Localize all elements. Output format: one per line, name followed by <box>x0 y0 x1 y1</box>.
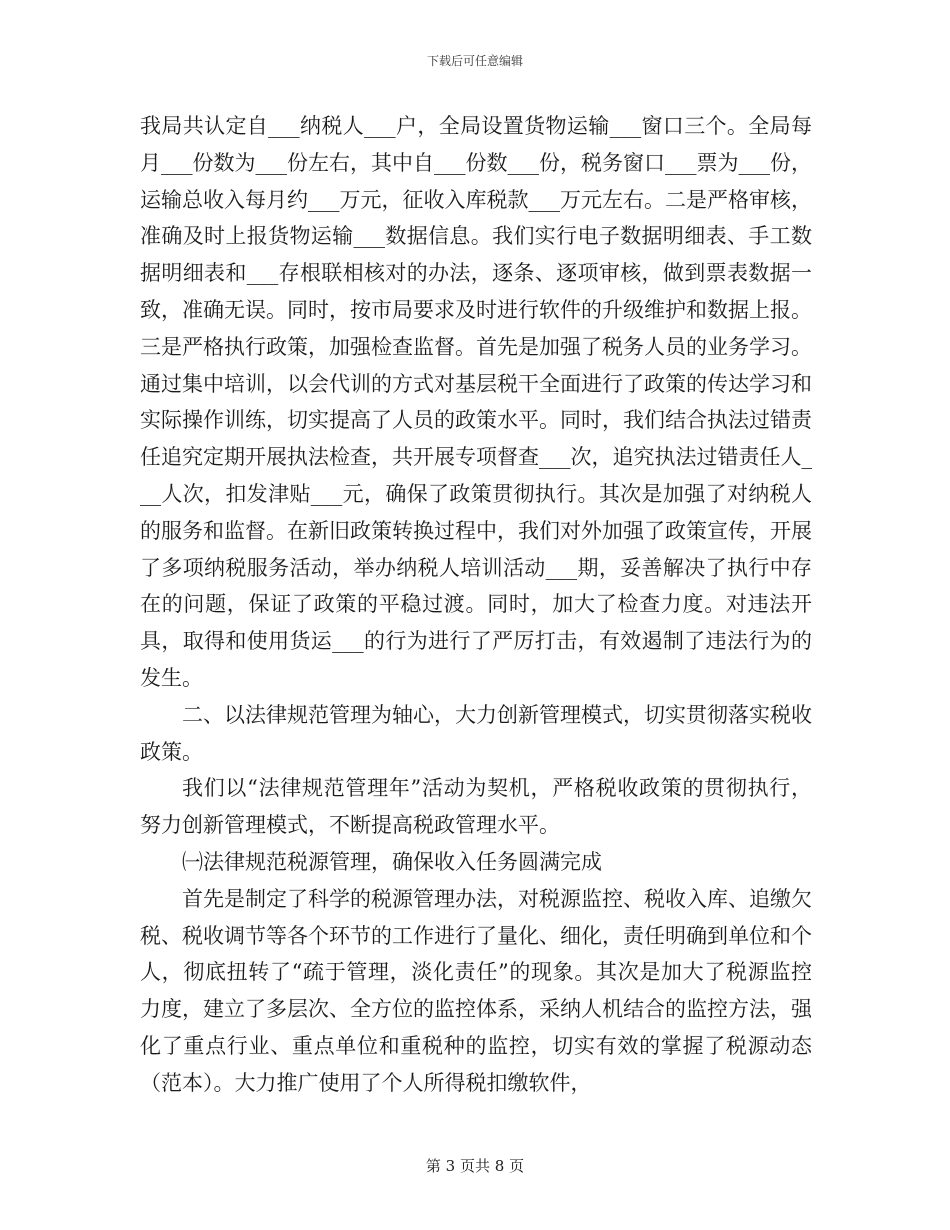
paragraph-tax-transport-review: 我局共认定自___纳税人___户，全局设置货物运输___窗口三个。全局每月___份数为___份左右，其中自___份数___份，税务窗口___票为___份，运输总收入每月约___万元，征收入库税款___万元左右。二是严格审核，准确及时上报货物运输___数据信息。我们实行电子数据明细表、手工数据明细表和___存根联相核对的办法，逐条、逐项审核，做到票表数据一致，准确无误。同时，按市局要求及时进行软件的升级维护和数据上报。三是严格执行政策，加强检查监督。首先是加强了税务人员的业务学习。通过集中培训，以会代训的方式对基层税干全面进行了政策的传达学习和实际操作训练，切实提高了人员的政策水平。同时，我们结合执法过错责任追究定期开展执法检查，共开展专项督查___次，追究执法过错责任人___人次，扣发津贴___元，确保了政策贯彻执行。其次是加强了对纳税人的服务和监督。在新旧政策转换过程中，我们对外加强了政策宣传，开展了多项纳税服务活动，举办纳税人培训活动___期，妥善解决了执行中存在的问题，保证了政策的平稳过渡。同时，加大了检查力度。对违法开具，取得和使用货运___的行为进行了严厉打击，有效遏制了违法行为的发生。 <box>140 114 812 690</box>
section-heading-legal-management: 二、以法律规范管理为轴心，大力创新管理模式，切实贯彻落实税收政策。 <box>140 702 812 764</box>
page-header-note: 下载后可任意编辑 <box>426 54 523 68</box>
document-body <box>140 108 812 1102</box>
paragraph-legal-management-year: 我们以“法律规范管理年”活动为契机，严格税收政策的贯彻执行，努力创新管理模式，不断提高税政管理水平。 <box>140 776 812 838</box>
paragraph-tax-source-management: 首先是制定了科学的税源管理办法，对税源监控、税收入库、追缴欠税、税收调节等各个环节的工作进行了量化、细化，责任明确到单位和个人，彻底扭转了“疏于管理，淡化责任”的现象。其次是加大了税源监控力度，建立了多层次、全方位的监控体系，采纳人机结合的监控方法，强化了重点行业、重点单位和重税种的监控，切实有效的掌握了税源动态（范本）。大力推广使用了个人所得税扣缴软件， <box>140 886 812 1095</box>
page-number: 第 3 页共 8 页 <box>425 1157 525 1175</box>
subsection-heading-tax-source: ㈠法律规范税源管理，确保收入任务圆满完成 <box>182 849 602 874</box>
